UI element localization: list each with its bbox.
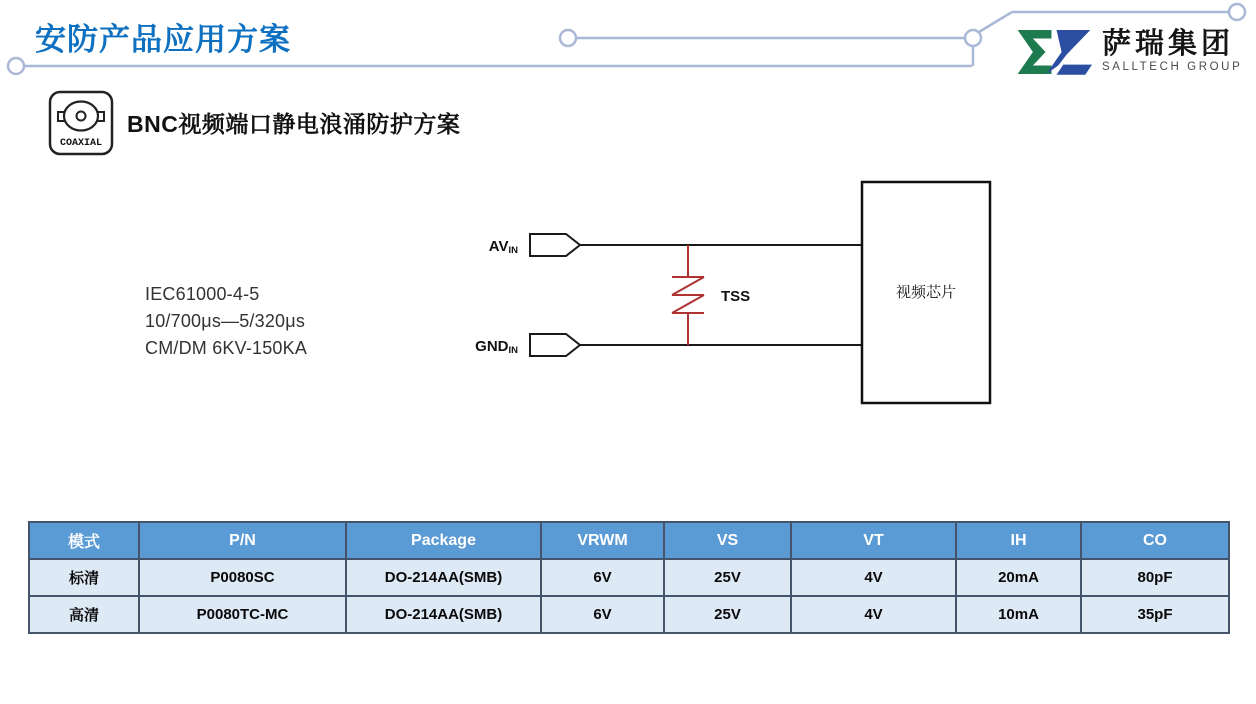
tss-device-icon <box>672 245 704 345</box>
col-header-vs: VS <box>664 522 791 559</box>
cell-package: DO-214AA(SMB) <box>346 559 541 596</box>
cell-vs: 25V <box>664 596 791 633</box>
section-subtitle: BNC视频端口静电浪涌防护方案 <box>127 111 461 137</box>
cell-vrwm: 6V <box>541 596 664 633</box>
standard-line-1: IEC61000-4-5 <box>145 284 260 304</box>
col-header-vt: VT <box>791 522 956 559</box>
port-label-av-sub: IN <box>508 245 518 256</box>
standard-line-3: CM/DM 6KV-150KA <box>145 338 308 358</box>
table-row <box>29 559 1229 596</box>
cell-pn: P0080SC <box>139 559 346 596</box>
video-chip-label: 视频芯片 <box>895 284 957 301</box>
col-header-mode: 模式 <box>29 522 139 559</box>
cell-pn: P0080TC-MC <box>139 596 346 633</box>
col-header-ih: IH <box>956 522 1081 559</box>
standards-block <box>145 281 307 362</box>
col-header-pn: P/N <box>139 522 346 559</box>
cell-package: DO-214AA(SMB) <box>346 596 541 633</box>
cell-co: 80pF <box>1081 559 1229 596</box>
port-label-av-main: AV <box>488 238 509 255</box>
port-label-gnd-sub: IN <box>508 345 518 356</box>
port-label-gnd <box>475 338 518 356</box>
col-header-co: CO <box>1081 522 1229 559</box>
protection-circuit-diagram <box>440 170 1020 415</box>
cell-vrwm: 6V <box>541 559 664 596</box>
table-row <box>29 596 1229 633</box>
gnd-input-connector-icon <box>530 334 580 356</box>
cell-ih: 20mA <box>956 559 1081 596</box>
coaxial-icon-label: COAXIAL <box>59 138 103 149</box>
standard-line-2: 10/700μs—5/320μs <box>145 311 306 331</box>
port-label-gnd-main: GND <box>475 338 509 355</box>
port-label-av <box>489 238 518 256</box>
part-spec-table <box>28 521 1230 634</box>
cell-vt: 4V <box>791 596 956 633</box>
cell-vs: 25V <box>664 559 791 596</box>
page-title: 安防产品应用方案 <box>35 22 291 57</box>
cell-mode: 标清 <box>29 559 139 596</box>
coaxial-bnc-icon <box>48 90 114 156</box>
cell-mode: 高清 <box>29 596 139 633</box>
logo-mark-icon <box>1016 24 1092 80</box>
table-header-row <box>29 522 1229 559</box>
logo-name-cn: 萨瑞集团 <box>1102 28 1235 61</box>
col-header-package: Package <box>346 522 541 559</box>
cell-co: 35pF <box>1081 596 1229 633</box>
av-input-connector-icon <box>530 234 580 256</box>
tss-device-label: TSS <box>721 288 751 305</box>
logo-name-en: SALLTECH GROUP <box>1102 61 1243 74</box>
cell-vt: 4V <box>791 559 956 596</box>
company-logo <box>1016 24 1242 80</box>
cell-ih: 10mA <box>956 596 1081 633</box>
col-header-vrwm: VRWM <box>541 522 664 559</box>
